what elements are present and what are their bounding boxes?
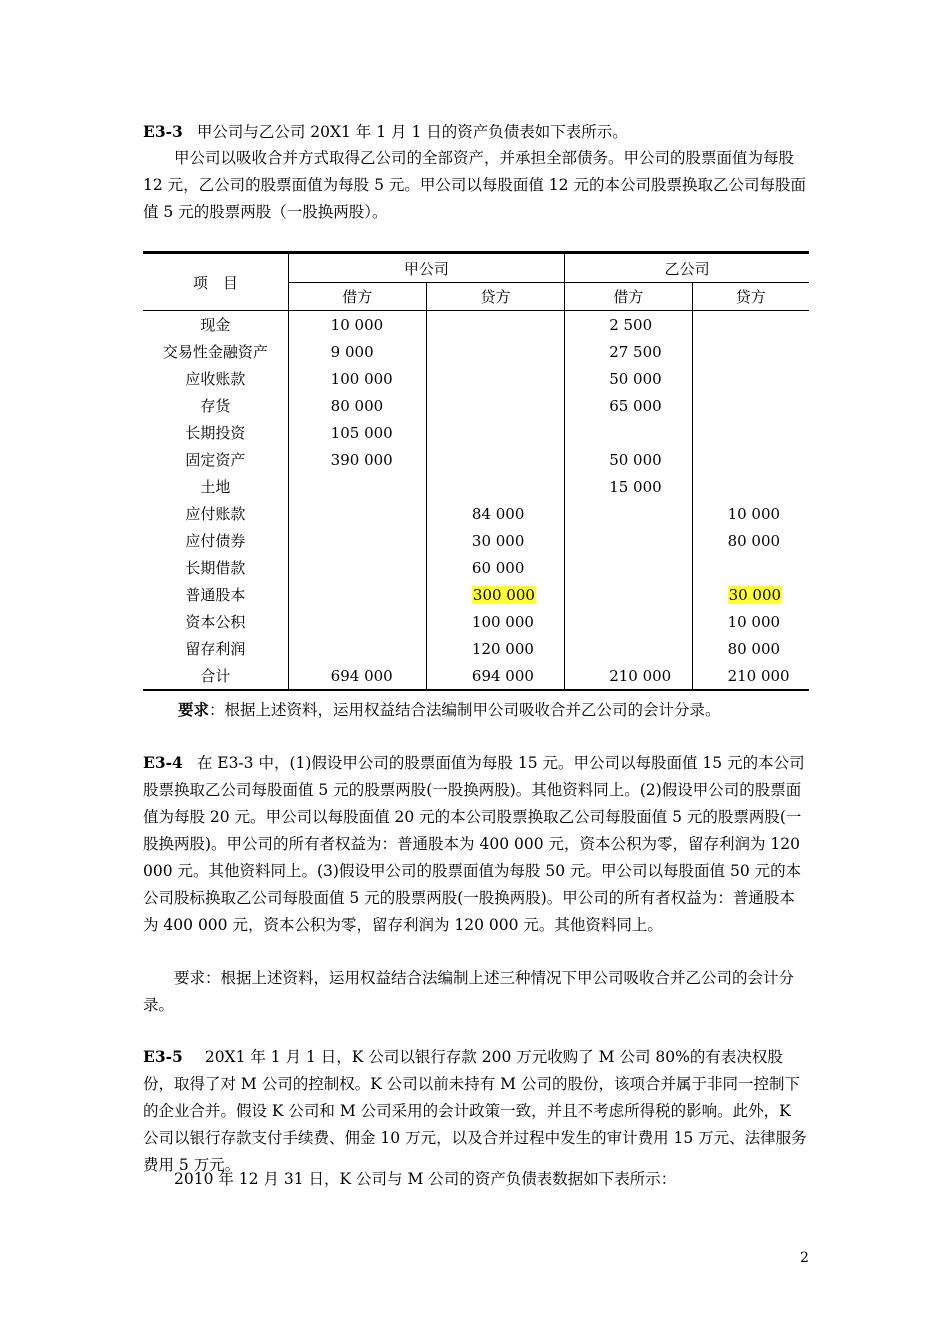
b-credit-cell (692, 311, 809, 339)
table-row (143, 473, 809, 500)
table-row (143, 338, 809, 365)
b-credit-cell (692, 419, 809, 446)
item-cell-value: 交易性金融资产 (162, 343, 268, 361)
a-credit-cell (426, 554, 564, 581)
exercise-label: E3-5 (143, 1047, 183, 1066)
item-cell-value: 合计 (200, 667, 231, 685)
a-credit-cell-value: 694 000 (471, 666, 534, 685)
b-credit-cell-value: 30 000 (728, 585, 782, 604)
a-debit-cell-value: 105 000 (330, 423, 393, 442)
table-row (143, 527, 809, 554)
exercise-label: E3-4 (143, 753, 183, 772)
item-cell (143, 635, 288, 662)
table-header-row-1 (143, 253, 809, 283)
b-credit-cell-value: 10 000 (727, 612, 781, 631)
a-debit-header: 借方 (288, 283, 426, 311)
a-credit-header: 贷方 (426, 283, 564, 311)
a-credit-cell (426, 662, 564, 690)
a-debit-cell (288, 446, 426, 473)
b-credit-cell (692, 608, 809, 635)
e3-5-paragraph (143, 1043, 809, 1179)
b-debit-cell-value: 50 000 (609, 369, 662, 388)
item-cell-value: 现金 (200, 316, 231, 334)
b-credit-cell (692, 635, 809, 662)
requirement-label: 要求 (178, 700, 210, 719)
a-debit-cell-value: 100 000 (330, 369, 393, 388)
a-debit-cell (288, 635, 426, 662)
table-row (143, 554, 809, 581)
a-debit-cell (288, 419, 426, 446)
b-debit-cell (565, 419, 692, 446)
b-debit-cell (565, 581, 692, 608)
a-debit-cell (288, 365, 426, 392)
a-debit-cell (288, 608, 426, 635)
a-credit-cell-value: 120 000 (471, 639, 534, 658)
item-cell (143, 554, 288, 581)
b-credit-cell (692, 662, 809, 690)
item-cell (143, 608, 288, 635)
item-cell-value: 应付账款 (185, 505, 246, 523)
b-credit-cell (692, 473, 809, 500)
item-cell-value: 留存利润 (185, 640, 246, 658)
a-debit-cell-value: 10 000 (330, 315, 384, 334)
b-debit-cell (565, 446, 692, 473)
a-credit-cell (426, 365, 564, 392)
a-credit-cell (426, 581, 564, 608)
a-credit-cell (426, 473, 564, 500)
b-debit-cell-value: 65 000 (609, 396, 662, 415)
b-credit-cell (692, 527, 809, 554)
e3-5-body: 20X1 年 1 月 1 日，K 公司以银行存款 200 万元收购了 M 公司 80%的有表决权股份，取得了对 M 公司的控制权。K 公司以前未持有 M 公司的股份，该项合并属于非同一控制下的企业合并。假设 K 公司和 M 公司采用的会计政策一致，并且不考虑所得税的影响。此外，K 公司以银行存款支付手续费、佣金 10 万元，以及合并过程中发生的审计费用 15 万元、法律服务费用 5 万元。 (143, 1048, 807, 1174)
a-credit-cell (426, 446, 564, 473)
b-debit-cell (565, 635, 692, 662)
page-number: 2 (800, 1250, 809, 1266)
b-credit-cell (692, 500, 809, 527)
a-credit-cell (426, 527, 564, 554)
e3-5-followup: 2010 年 12 月 31 日，K 公司与 M 公司的资产负债表数据如下表所示： (174, 1170, 677, 1188)
b-debit-cell (565, 365, 692, 392)
e3-4-requirement: 要求：根据上述资料，运用权益结合法编制上述三种情况下甲公司吸收合并乙公司的会计分录。 (143, 969, 795, 1014)
a-debit-cell-value: 390 000 (330, 450, 393, 469)
item-cell-value: 固定资产 (185, 451, 246, 469)
item-cell-value: 存货 (200, 397, 231, 415)
b-credit-cell (692, 338, 809, 365)
b-debit-cell (565, 662, 692, 690)
a-credit-cell (426, 419, 564, 446)
b-debit-cell (565, 527, 692, 554)
b-credit-cell (692, 581, 809, 608)
e3-3-heading (143, 118, 809, 146)
a-credit-cell (426, 392, 564, 419)
a-debit-cell (288, 473, 426, 500)
a-credit-cell-value: 84 000 (471, 504, 525, 523)
item-cell (143, 473, 288, 500)
b-debit-header: 借方 (565, 283, 692, 311)
item-cell-value: 长期借款 (185, 559, 246, 577)
b-debit-cell-value: 2 500 (609, 315, 653, 334)
b-credit-cell (692, 365, 809, 392)
table-row (143, 392, 809, 419)
a-credit-cell-value: 60 000 (471, 558, 525, 577)
e3-4-body: 在 E3-3 中，(1)假设甲公司的股票面值为每股 15 元。甲公司以每股面值 15 元的本公司股票换取乙公司每股面值 5 元的股票两股(一股换两股)。其他资料同上。(2)假设甲公司的股票面值为每股 20 元。甲公司以每股面值 20 元的本公司股票换取乙公司每股面值 5 元的股票两股(一股换两股)。甲公司的所有者权益为：普通股本为 400 000 元，资本公积为零，留存利润为 120 000 元。其他资料同上。(3)假设甲公司的股票面值为每股 50 元。甲公司以每股面值 50 元的本公司股标换取乙公司每股面值 5 元的股票两股(一股换两股)。甲公司的所有者权益为：普通股本为 400 000 元，资本公积为零，留存利润为 120 000 元。其他资料同上。 (143, 754, 805, 934)
item-cell-value: 资本公积 (185, 613, 246, 631)
b-credit-cell-value: 210 000 (727, 666, 790, 685)
table-row (143, 419, 809, 446)
e3-3-requirement (178, 696, 721, 724)
b-debit-cell (565, 338, 692, 365)
company-a-header: 甲公司 (288, 253, 565, 283)
a-credit-cell (426, 608, 564, 635)
b-debit-cell (565, 608, 692, 635)
exercise-label: E3-3 (143, 122, 183, 141)
item-cell-value: 土地 (200, 478, 231, 496)
e3-4-paragraph (143, 749, 809, 939)
table-row (143, 311, 809, 339)
b-debit-cell (565, 473, 692, 500)
a-debit-cell (288, 392, 426, 419)
a-credit-cell-value: 100 000 (471, 612, 534, 631)
item-cell-value: 应收账款 (185, 370, 246, 388)
item-cell (143, 365, 288, 392)
b-debit-cell-value: 15 000 (609, 477, 662, 496)
item-cell (143, 392, 288, 419)
b-credit-cell (692, 554, 809, 581)
a-credit-cell (426, 500, 564, 527)
item-cell (143, 662, 288, 690)
b-debit-cell-value: 50 000 (609, 450, 662, 469)
item-cell-value: 应付债券 (185, 532, 246, 550)
b-credit-cell-value: 80 000 (727, 639, 781, 658)
a-debit-cell (288, 662, 426, 690)
b-credit-header: 贷方 (692, 283, 809, 311)
table-row (143, 662, 809, 690)
item-header: 项 目 (143, 253, 288, 311)
a-debit-cell-value: 80 000 (330, 396, 384, 415)
balance-sheet-table (143, 251, 809, 691)
b-credit-cell-value: 80 000 (727, 531, 781, 550)
a-debit-cell (288, 581, 426, 608)
b-debit-cell-value: 27 500 (609, 342, 662, 361)
table-row (143, 635, 809, 662)
b-debit-cell-value: 210 000 (609, 666, 672, 685)
table-row (143, 581, 809, 608)
b-credit-cell (692, 392, 809, 419)
a-debit-cell (288, 311, 426, 339)
a-credit-cell-value: 30 000 (471, 531, 525, 550)
e3-3-intro: 甲公司与乙公司 20X1 年 1 月 1 日的资产负债表如下表所示。 (196, 123, 628, 141)
a-debit-cell-value: 9 000 (330, 342, 374, 361)
a-credit-cell (426, 311, 564, 339)
table-row (143, 446, 809, 473)
b-credit-cell-value: 10 000 (727, 504, 781, 523)
requirement-text: ：根据上述资料，运用权益结合法编制甲公司吸收合并乙公司的会计分录。 (209, 701, 721, 719)
item-cell (143, 419, 288, 446)
item-cell (143, 581, 288, 608)
a-debit-cell-value: 694 000 (330, 666, 393, 685)
table-row (143, 365, 809, 392)
item-cell-value: 普通股本 (185, 586, 246, 604)
company-b-header: 乙公司 (565, 253, 809, 283)
b-credit-cell (692, 446, 809, 473)
item-cell (143, 338, 288, 365)
a-debit-cell (288, 554, 426, 581)
item-cell-value: 长期投资 (185, 424, 246, 442)
table-row (143, 608, 809, 635)
a-credit-cell-value: 300 000 (472, 585, 535, 604)
a-debit-cell (288, 527, 426, 554)
b-debit-cell (565, 311, 692, 339)
table-row (143, 500, 809, 527)
item-cell (143, 446, 288, 473)
e3-3-body: 甲公司以吸收合并方式取得乙公司的全部资产，并承担全部债务。甲公司的股票面值为每股 12 元，乙公司的股票面值为每股 5 元。甲公司以每股面值 12 元的本公司股票换取乙公司每股面值 5 元的股票两股（一股换两股）。 (143, 149, 806, 221)
item-cell (143, 527, 288, 554)
a-debit-cell (288, 500, 426, 527)
a-credit-cell (426, 635, 564, 662)
b-debit-cell (565, 500, 692, 527)
a-credit-cell (426, 338, 564, 365)
item-cell (143, 500, 288, 527)
b-debit-cell (565, 554, 692, 581)
b-debit-cell (565, 392, 692, 419)
table-body (143, 311, 809, 691)
a-debit-cell (288, 338, 426, 365)
item-cell (143, 311, 288, 339)
